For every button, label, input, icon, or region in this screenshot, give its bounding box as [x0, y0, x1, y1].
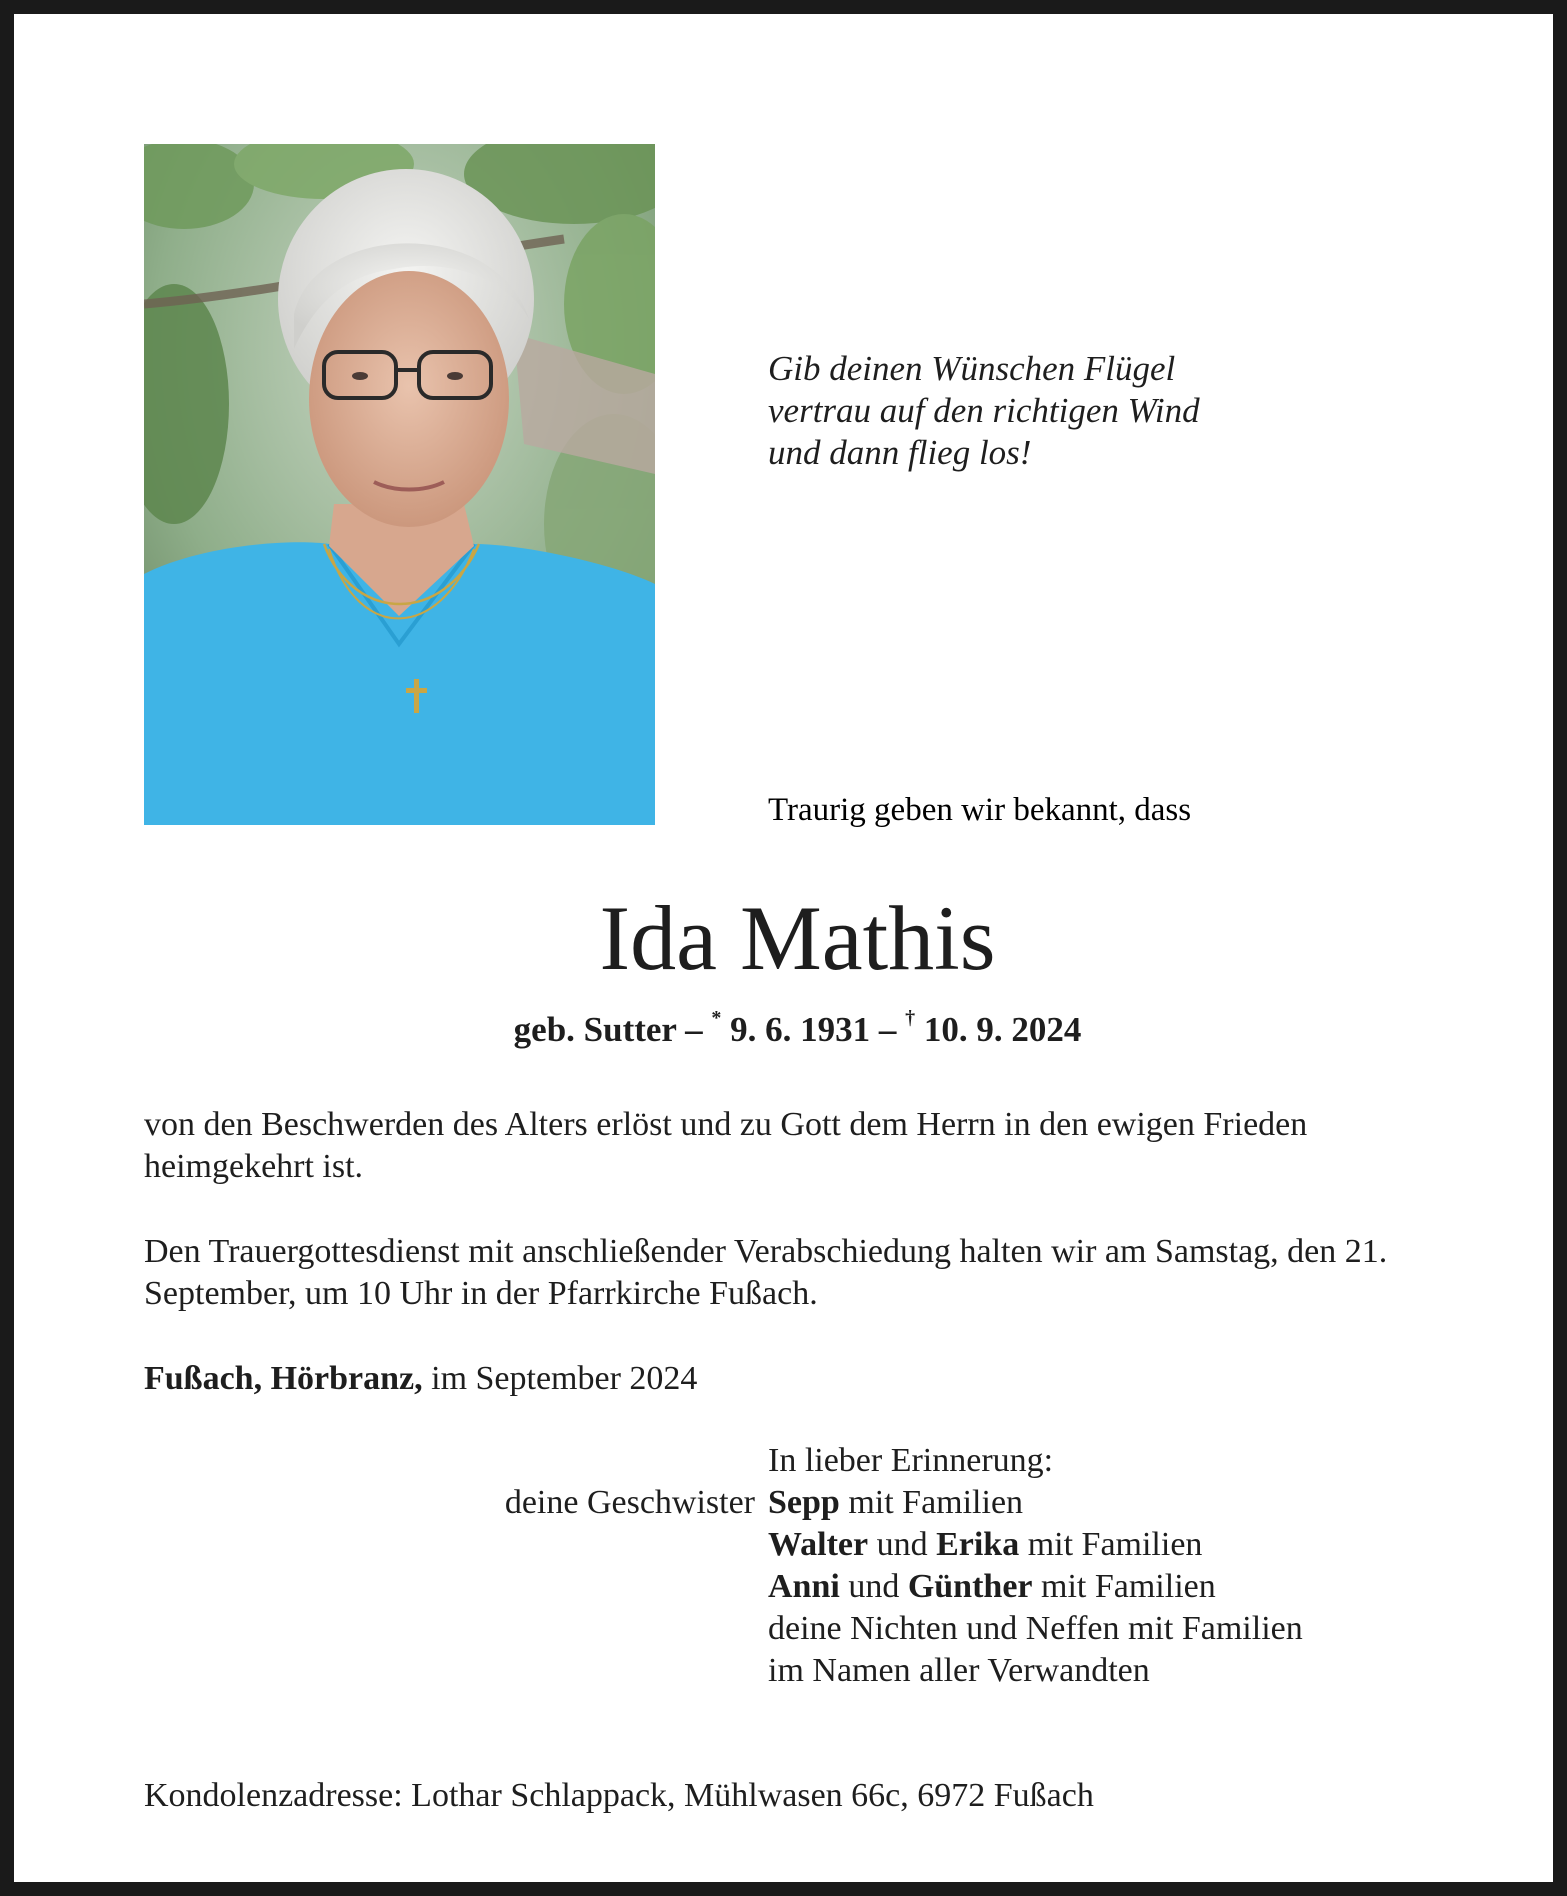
- portrait-illustration: [144, 144, 655, 825]
- mourner-name: Walter: [768, 1526, 869, 1563]
- mourner-name: Sepp: [768, 1484, 840, 1521]
- nieces-nephews-line: deine Nichten und Neffen mit Familien: [768, 1610, 1303, 1647]
- relatives-line: im Namen aller Verwandten: [768, 1652, 1150, 1689]
- memory-heading: In lieber Erinnerung:: [768, 1442, 1054, 1479]
- mourner-name: Anni: [768, 1568, 840, 1605]
- paragraph-passing: von den Beschwerden des Alters erlöst und zu Gott dem Herrn in den ewigen Frieden heimgekehrt ist.: [144, 1106, 1308, 1185]
- maiden-name: geb. Sutter –: [513, 1010, 703, 1049]
- siblings-label: deine Geschwister: [504, 1484, 755, 1521]
- portrait-photo: [144, 144, 655, 825]
- quote-line-3: und dann flieg los!: [768, 433, 1032, 472]
- birth-date: 9. 6. 1931 –: [730, 1010, 897, 1049]
- condolence-address: Kondolenzadresse: Lothar Schlappack, Mühlwasen 66c, 6972 Fußach: [144, 1777, 1094, 1814]
- mourner-rest: mit Familien: [1019, 1526, 1203, 1563]
- mourner-line: [768, 1482, 1303, 1524]
- life-dates: [14, 1007, 1567, 1050]
- mourner-line: [768, 1566, 1303, 1608]
- mourner-name: Günther: [907, 1568, 1033, 1605]
- deceased-name: Ida Mathis: [599, 887, 996, 989]
- mourner-rest: mit Familien: [1032, 1568, 1216, 1605]
- birth-symbol: *: [711, 1007, 722, 1030]
- mourner-joiner: und: [839, 1568, 908, 1605]
- announcement-intro: Traurig geben wir bekannt, dass: [768, 792, 1192, 828]
- mourner-name: Erika: [936, 1526, 1020, 1563]
- mourner-line: [768, 1524, 1303, 1566]
- mourner-joiner: und: [868, 1526, 937, 1563]
- quote-line-2: vertrau auf den richtigen Wind: [768, 391, 1200, 430]
- death-date: 10. 9. 2024: [923, 1010, 1082, 1049]
- paragraph-service: Den Trauergottesdienst mit anschließender Verabschiedung halten wir am Samstag, den 21. September, um 10 Uhr in der Pfarrkirche Fußach.: [144, 1233, 1388, 1312]
- mourner-rest: mit Familien: [839, 1484, 1024, 1521]
- poem-quote: [768, 348, 1200, 474]
- mourners-list: [768, 1440, 1303, 1692]
- quote-line-1: Gib deinen Wünschen Flügel: [768, 349, 1176, 388]
- places: Fußach, Hörbranz,: [144, 1360, 423, 1397]
- place-date-line: [144, 1358, 1474, 1400]
- death-symbol: †: [905, 1007, 916, 1030]
- month-year: im September 2024: [431, 1360, 698, 1397]
